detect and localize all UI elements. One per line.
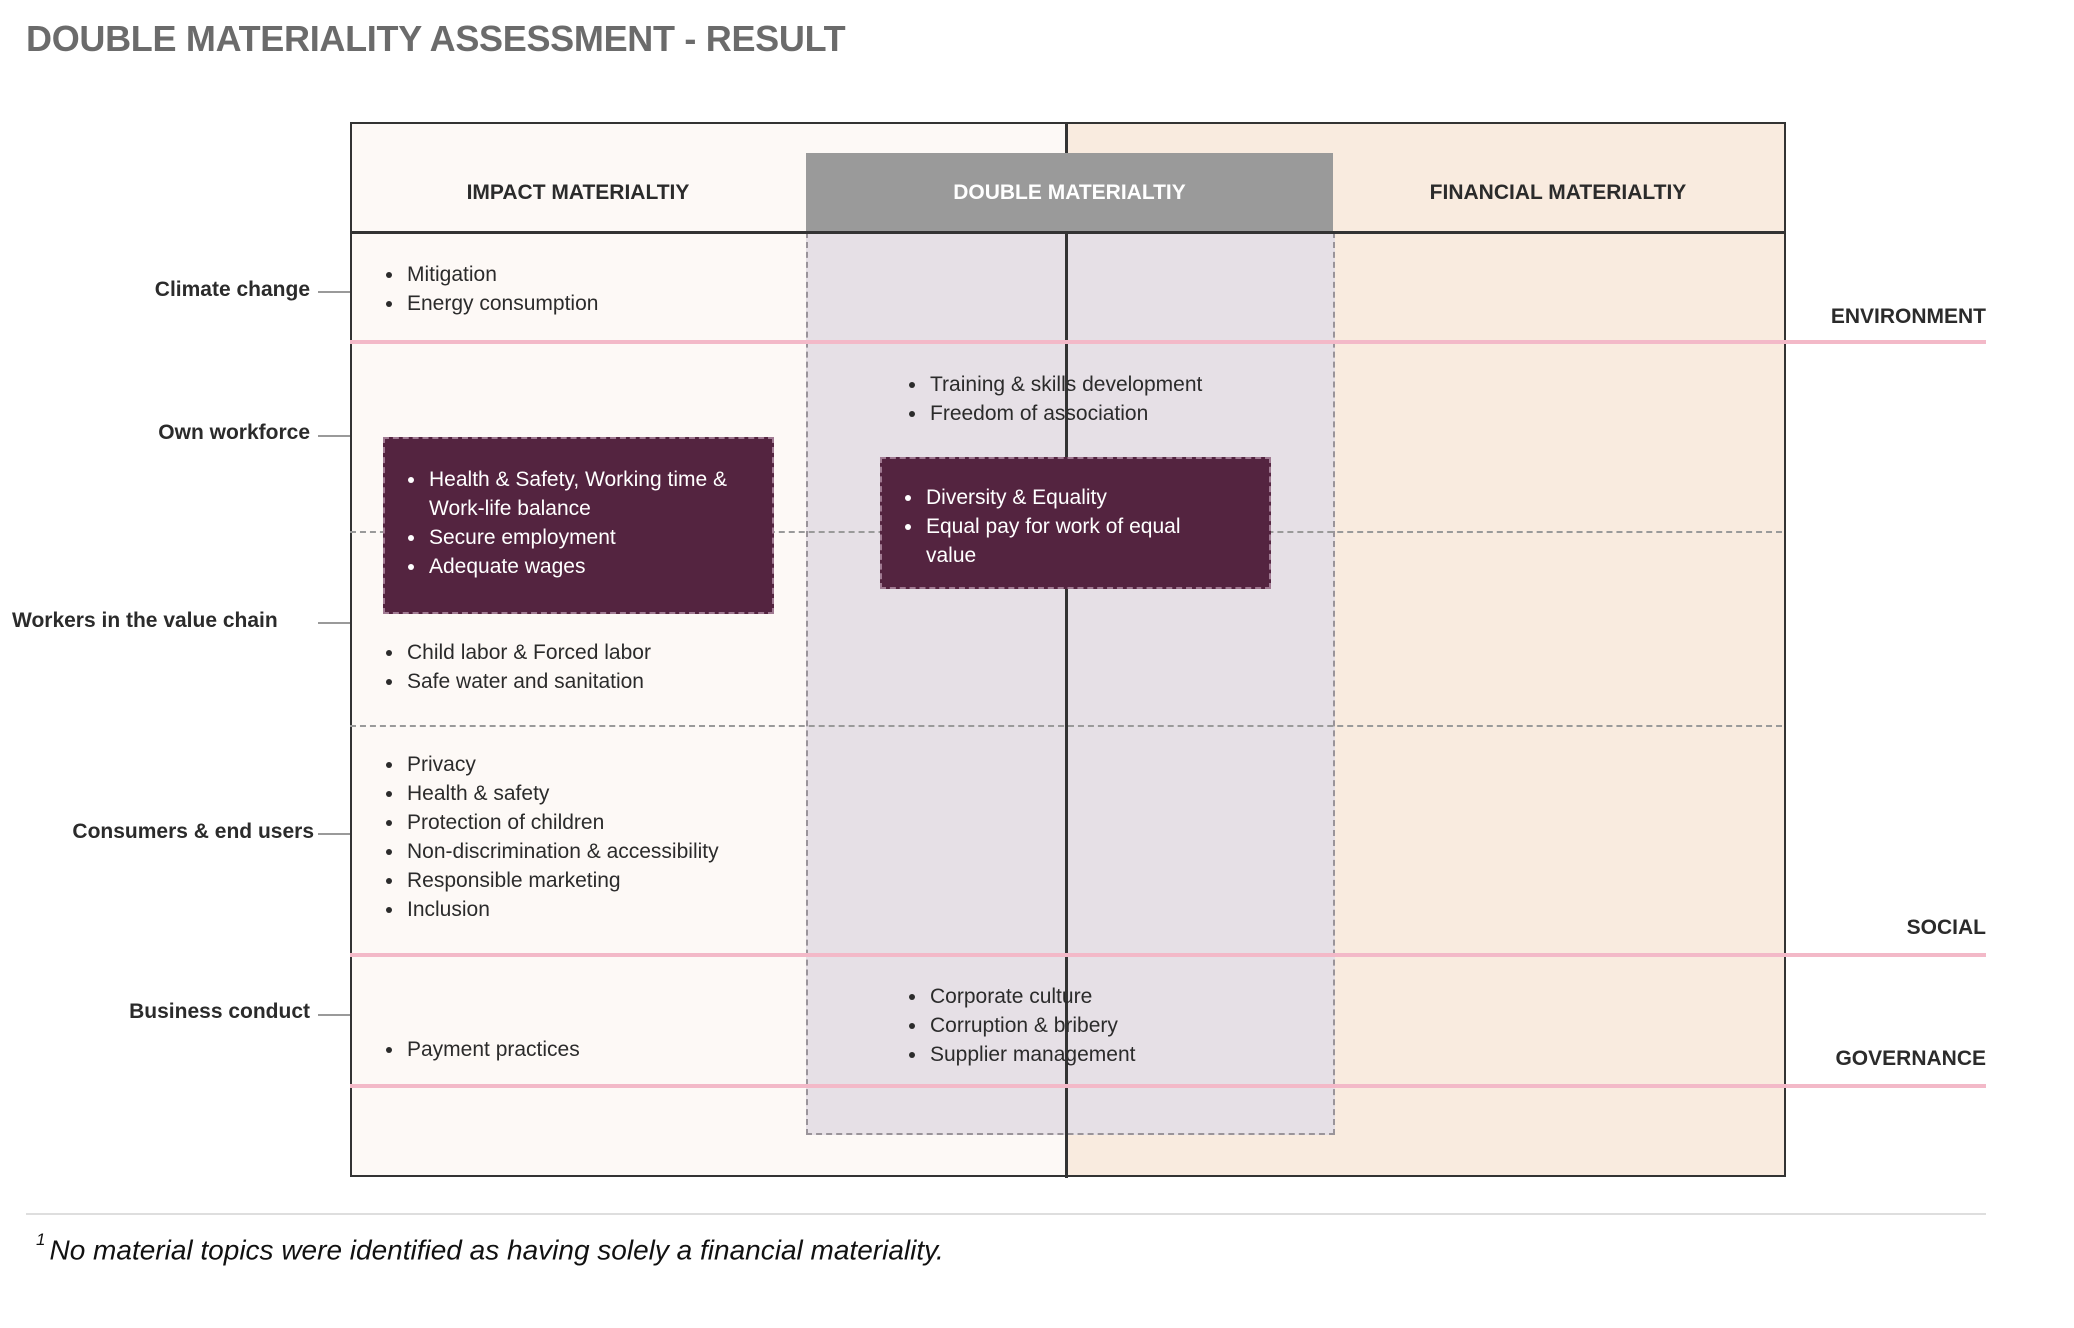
footnote-text: No material topics were identified as having solely a financial materiality. [49,1234,944,1266]
environment-boundary-line [350,340,1986,344]
climate-impact-topics [383,260,805,318]
list-item: • Corruption & bribery [928,1011,1328,1040]
row-tick [318,1014,350,1016]
category-environment: ENVIRONMENT [1830,305,1986,328]
value-chain-separator [350,725,1782,727]
row-tick [318,291,350,293]
list-item: • Adequate wages [427,552,757,581]
workforce-double-highlight-box [880,457,1271,589]
category-social: SOCIAL [1906,916,1986,939]
list-item: • Protection of children [405,808,825,837]
list-item: • Privacy [405,750,825,779]
row-tick [318,435,350,437]
list-item: • Health & Safety, Working time & Work-life balance [427,465,757,523]
financial-materiality-header: FINANCIAL MATERIALTIY [1429,181,1687,204]
list-item: • Child labor & Forced labor [405,638,805,667]
list-item: • Inclusion [405,895,825,924]
row-label-business-conduct: Business conduct [129,1000,310,1023]
row-label-climate-change: Climate change [154,278,310,301]
business-double-topics [906,982,1328,1069]
workforce-impact-highlight-box [383,437,774,614]
business-impact-topics [383,1035,805,1064]
impact-materiality-header: IMPACT MATERIALTIY [466,181,690,204]
list-item: • Training & skills development [928,370,1348,399]
list-item: • Supplier management [928,1040,1328,1069]
row-label-own-workforce: Own workforce [158,421,310,444]
governance-boundary-line [350,1084,1986,1088]
consumers-impact-topics [383,750,825,924]
list-item: • Payment practices [405,1035,805,1064]
footer-divider [26,1213,1986,1215]
list-item: • Equal pay for work of equal value [924,512,1234,570]
footnote [36,1230,944,1266]
list-item: • Energy consumption [405,289,805,318]
value-chain-impact-topics [383,638,805,696]
list-item: • Diversity & Equality [924,483,1234,512]
list-item: • Freedom of association [928,399,1348,428]
list-item: • Health & safety [405,779,825,808]
list-item: • Mitigation [405,260,805,289]
row-label-consumers: Consumers & end users [72,820,314,843]
row-tick [318,622,350,624]
social-boundary-line [350,953,1986,957]
double-materiality-header: DOUBLE MATERIALTIY [953,181,1186,204]
list-item: • Responsible marketing [405,866,825,895]
row-tick [318,833,350,835]
list-item: • Safe water and sanitation [405,667,805,696]
page-title: DOUBLE MATERIALITY ASSESSMENT - RESULT [26,18,846,59]
list-item: • Corporate culture [928,982,1328,1011]
footnote-marker: 1 [36,1230,46,1249]
list-item: • Non-discrimination & accessibility [405,837,825,866]
row-label-workers-value-chain: Workers in the value chain [12,609,278,632]
category-governance: GOVERNANCE [1835,1047,1986,1070]
workforce-double-topics [906,370,1348,428]
list-item: • Secure employment [427,523,757,552]
